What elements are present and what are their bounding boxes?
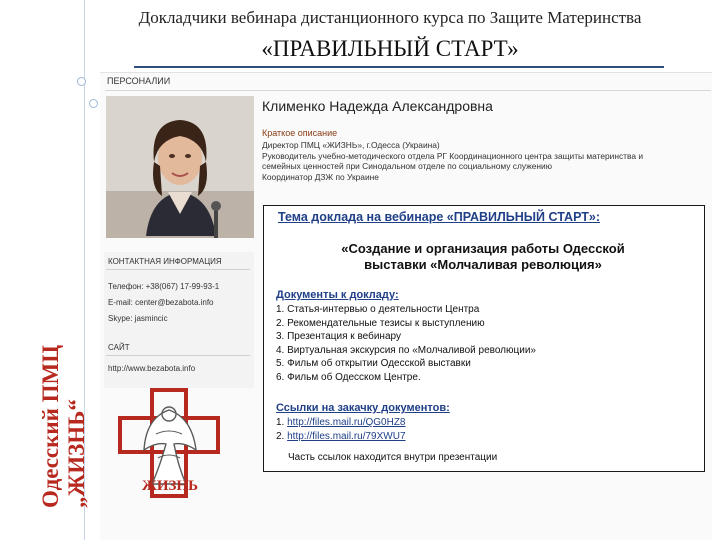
contact-info-box [104, 252, 254, 338]
links-header: Ссылки на закачку документов: [276, 402, 450, 414]
panel-title: Тема доклада на вебинаре «ПРАВИЛЬНЫЙ СТАРТ»: [278, 210, 600, 224]
vertical-organization-title [38, 268, 90, 508]
speaker-photo [106, 96, 254, 238]
documents-list [276, 303, 696, 384]
bio-line: семейных ценностей при Синодальном отделе по социальному служению [262, 161, 553, 171]
site-box [104, 338, 254, 388]
document-item: 2. Рекомендательные тезисы к выступлению [276, 317, 485, 329]
documents-header: Документы к докладу: [276, 289, 399, 301]
link-prefix: 2. [276, 431, 288, 442]
section-divider [105, 90, 711, 91]
logo-wordmark: ЖИЗНЬ [141, 478, 198, 494]
speaker-portrait-icon [106, 96, 254, 238]
download-link-1 [276, 417, 406, 428]
vertical-title-line1: Одесский ПМЦ [38, 344, 63, 508]
bio-title: Краткое описание [262, 128, 338, 138]
document-item: 3. Презентация к вебинару [276, 331, 401, 342]
contact-header: КОНТАКТНАЯ ИНФОРМАЦИЯ [108, 257, 222, 266]
header-divider [134, 66, 664, 68]
contact-phone: Телефон: +38(067) 17-99-93-1 [108, 282, 220, 291]
section-label: ПЕРСОНАЛИИ [107, 76, 171, 86]
header-subtitle: Докладчики вебинара дистанционного курса по Защите Материнства [138, 8, 642, 27]
site-header: САЙТ [108, 343, 130, 352]
site-divider [106, 355, 250, 356]
report-topic [268, 241, 698, 273]
header-title: «ПРАВИЛЬНЫЙ СТАРТ» [261, 36, 519, 61]
bio-line: Директор ПМЦ «ЖИЗНЬ», г.Одесса (Украина) [262, 140, 440, 150]
contact-divider [106, 269, 250, 270]
vertical-title-line2: „ЖИЗНЬ“ [64, 399, 89, 508]
topic-line2: выставки «Молчаливая революция» [364, 257, 602, 272]
document-item: 5. Фильм об открытии Одесской выставки [276, 358, 471, 369]
ring-icon [77, 77, 86, 86]
speaker-bio [262, 140, 707, 182]
speaker-name: Клименко Надежда Александровна [262, 98, 493, 114]
download-url-1[interactable]: http://files.mail.ru/QG0HZ8 [287, 417, 406, 428]
download-url-2[interactable]: http://files.mail.ru/79XWU7 [287, 431, 406, 442]
left-bar [0, 0, 22, 540]
document-item: 4. Виртуальная экскурсия по «Молчаливой революции» [276, 344, 536, 356]
bio-line: Руководитель учебно-методического отдела РГ Координационного центра защиты материнства и [262, 150, 644, 161]
download-link-2 [276, 431, 406, 442]
contact-skype: Skype: jasmincic [108, 314, 168, 323]
topic-line1: «Создание и организация работы Одесской [341, 241, 625, 256]
document-item: 6. Фильм об Одесском Центре. [276, 371, 421, 383]
link-prefix: 1. [276, 417, 288, 428]
links-note: Часть ссылок находится внутри презентации [288, 452, 498, 463]
ring-icon [89, 99, 98, 108]
site-url-link[interactable]: http://www.bezabota.info [108, 364, 196, 373]
contact-email[interactable]: E-mail: center@bezabota.info [108, 298, 214, 307]
document-item: 1. Статья-интервью о деятельности Центра [276, 304, 480, 315]
bio-line: Координатор ДЗЖ по Украине [262, 171, 379, 182]
